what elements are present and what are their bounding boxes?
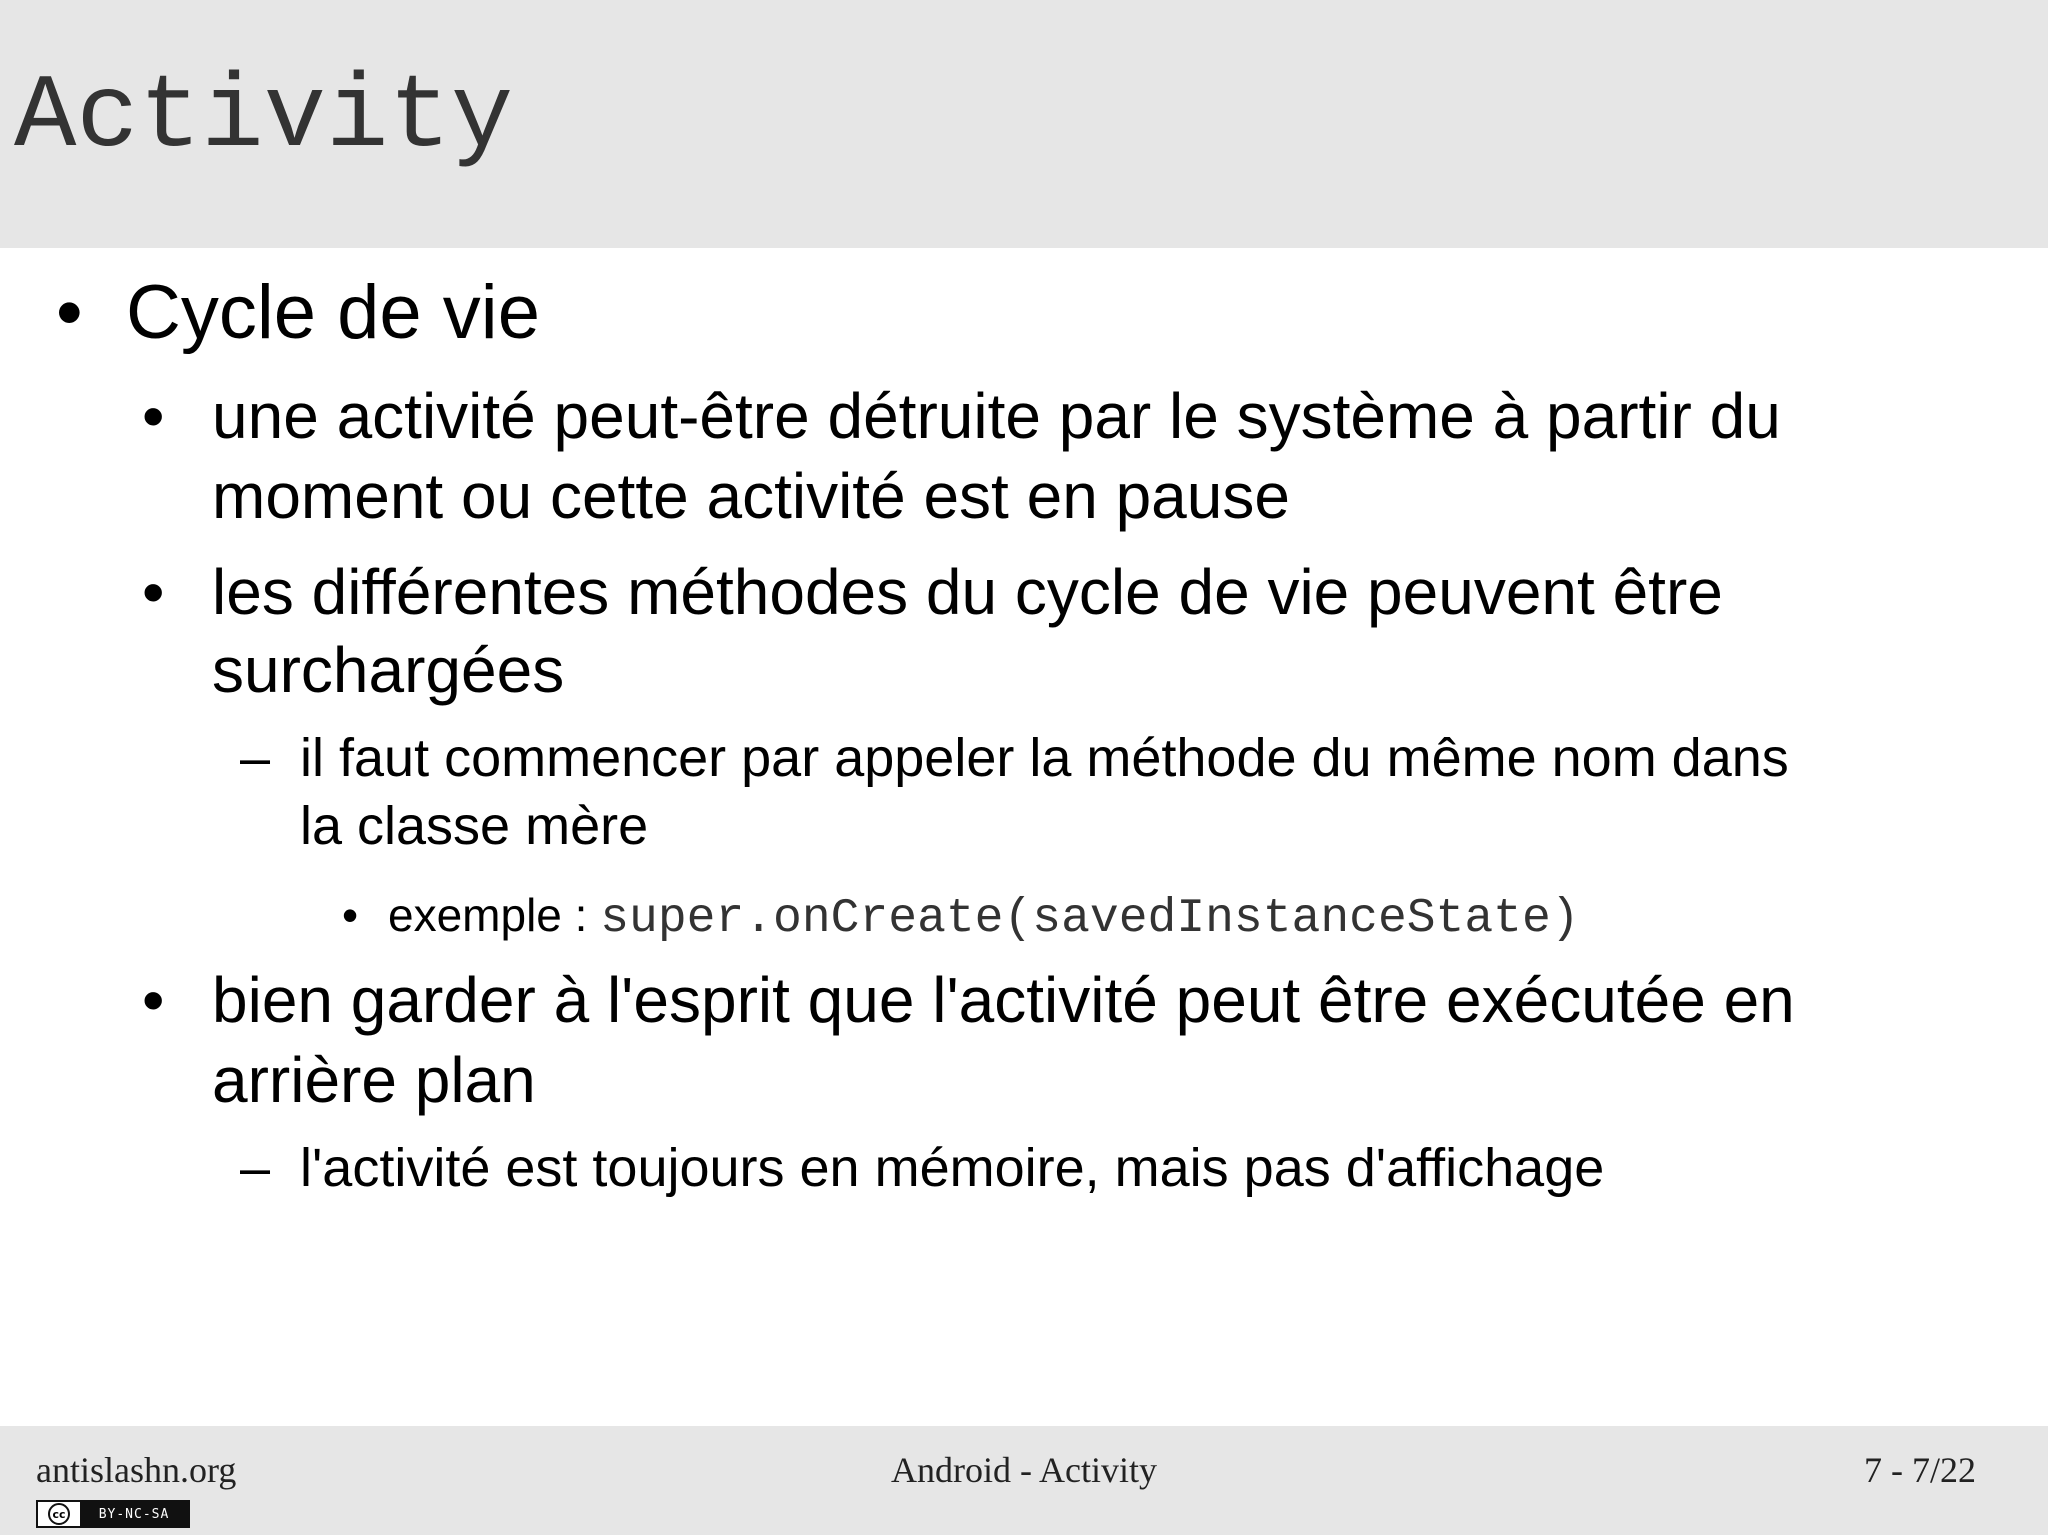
cc-icon: cc	[48, 1503, 70, 1525]
bullet-marker: •	[142, 556, 165, 628]
bullet-cycle-de-vie: Cycle de vie	[126, 270, 540, 355]
footer-title: Android - Activity	[891, 1450, 1157, 1490]
footer-site: antislashn.org	[36, 1450, 237, 1490]
sub-bullet-super-line-1: il faut commencer par appeler la méthode du même nom dans	[300, 728, 1789, 788]
example-label: exemple :	[388, 889, 601, 941]
footer-page-number: 7 - 7/22	[1864, 1450, 1976, 1490]
bullet-methods-line-1: les différentes méthodes du cycle de vie peuvent être	[212, 556, 1723, 628]
bullet-destroy-line-2: moment ou cette activité est en pause	[212, 460, 1290, 532]
bullet-marker: •	[142, 964, 165, 1036]
bullet-destroy-line-1: une activité peut-être détruite par le système à partir du	[212, 380, 1781, 452]
license-label: BY-NC-SA	[80, 1502, 188, 1526]
sub-bullet-super-line-2: la classe mère	[300, 796, 649, 856]
bullet-methods-line-2: surchargées	[212, 634, 565, 706]
example-line	[388, 886, 1580, 948]
cc-license-badge	[36, 1500, 190, 1528]
example-code: super.onCreate(savedInstanceState)	[600, 892, 1580, 946]
sub-bullet-memory: l'activité est toujours en mémoire, mais pas d'affichage	[300, 1138, 1605, 1198]
slide-title: Activity	[14, 59, 514, 177]
dash-marker: –	[240, 728, 271, 788]
bullet-marker: •	[142, 380, 165, 452]
bullet-marker: •	[342, 889, 359, 941]
bullet-background-line-2: arrière plan	[212, 1044, 536, 1116]
bullet-marker: •	[56, 270, 83, 355]
bullet-background-line-1: bien garder à l'esprit que l'activité peut être exécutée en	[212, 964, 1795, 1036]
dash-marker: –	[240, 1138, 271, 1198]
